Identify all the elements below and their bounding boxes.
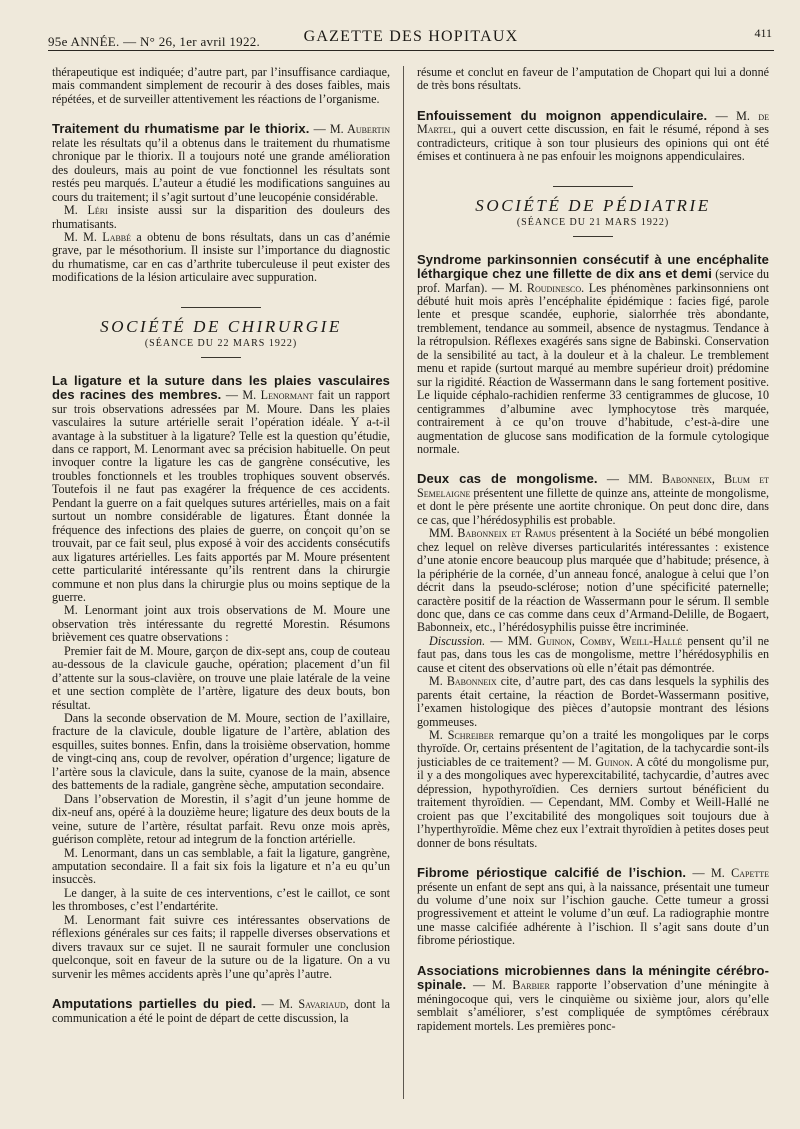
article-title: Traitement du rhumatisme par le thiorix. [52, 121, 310, 137]
paragraph: pensent qu’il ne faut pas, dans tous les cas de mongolisme, mettre l’hérédosyphilis en cause et citent des observations où elle n’était pas démontrée. [417, 633, 769, 675]
author: M. Savariaud, [279, 997, 349, 1012]
paragraph: insiste aussi sur la disparition des douleurs des rhumatisants. [52, 203, 390, 231]
paragraph: relate les résultats qu’il a obtenus dans le traitement du rhumatisme chronique par le thiorix. Il a toujours noté une grande amélioration des douleurs, mais au point de vue fonctionnel les résultats sont restés peu marqués. L’auteur a étudié les modifications sanguines au cours du traitement; il s’agit surtout d’une leucopénie considérable. [52, 135, 390, 204]
paragraph: Dans l’observation de Morestin, il s’agit d’un jeune homme de dix-neuf ans, opéré à la douzième heure; ligature des deux bouts de la veine, suture de l’artère, résultat parfait. Revu onze mois après, guérison complète, retour ad integrum de la fonction artérielle. [52, 791, 390, 847]
author: M. Capette [710, 866, 769, 881]
article-title: Fibrome périostique calcifié de l’ischion. [417, 865, 687, 881]
article-title: Syndrome parkinsonnien consécutif à une encéphalite léthargique chez une fillette de dix ans et demi [417, 251, 769, 282]
divider [573, 236, 613, 237]
page-number: 411 [754, 26, 772, 40]
article-moignon: Enfouissement du moignon appendiculaire. — M. de Martel, qui a ouvert cette discussion, en fait le résumé, répond à ses contradicteurs, critique à son tour plusieurs des opinions qui ont été émises et continuera à ne pas enfouir les moignons appendiculaires. [417, 107, 769, 164]
divider [553, 186, 633, 187]
paragraph: thérapeutique est indiquée; d’autre part, par l’insuffisance cardiaque, mais commandent simplement de recourir à des doses faibles, mais répétées, et de surveiller attentivement les réactions de l’organisme. [52, 66, 390, 106]
paragraph: Le danger, à la suite de ces interventions, c’est le caillot, ce sont les thromboses, c’est l’endartérite. [52, 885, 390, 914]
article-amputations: Amputations partielles du pied. — M. Savariaud, dont la communication a été le point de départ de cette discussion, la [52, 996, 390, 1025]
paragraph: remarque qu’on a traité les mongoliques par le corps thyroïde. Or, certains présentent de l’agitation, de la tachycardie sont-ils justiciables de ce traitement? — [417, 728, 769, 769]
title-tail: (service du prof. Marfan). [417, 267, 769, 295]
society-title: SOCIÉTÉ DE PÉDIATRIE [475, 195, 711, 215]
society-heading-pediatrie [417, 186, 769, 237]
session-date: (SÉANCE DU 22 MARS 1922) [144, 338, 298, 350]
article-title: Amputations partielles du pied. [52, 996, 257, 1012]
divider [181, 307, 261, 308]
paragraph: résume et conclut en faveur de l’amputation de Chopart qui lui a donné de très bons résultats. [417, 66, 769, 93]
author: M. Lenormant [242, 388, 314, 403]
article-mongolisme: Deux cas de mongolisme. — MM. Babonneix, Blum et Semelaigne présentent une fillette de quinze ans, atteinte de mongolisme, et dont le père présente une aortite chronique. On peut donc dire, dans ce cas, que l’hérédosyphilis est probable. MM. Babonneix et Ramus présentent à la Société un bébé mongolien chez lequel on relève diverses particularités intéressantes : existence d’une atonie encore beaucoup plus marquée que d’habitude; présence, à la périphérie de la cornée, d’un anneau foncé, analogue à celui que l’on décrit dans la pseudo-sclérose; notion d’une spécificité paternelle; caractère positif de la réaction de Wassermann pour le sérum. Il semble donc que, dans ce cas comme dans ceux d’Armand-Delille, de Bogaert, Babonneix, etc., l’hérédosyphilis puisse être incriminée. Discussion. — MM. Guinon, Comby, Weill-Hallé pensent qu’il ne faut pas, dans tous les cas de mongolisme, mettre l’hérédosyphilis en cause et citent des observations où elle n’était pas démontrée. M. Babonneix cite, d’autre part, des cas dans lesquels la syphilis des parents était certaine, la réaction de Bordet-Wassermann positive, l’examen histologique des pièces d’autopsie montrant des lésions gommeuses. M. Schreiber remarque qu’on a traité les mongoliques par le corps thyroïde. Or, certains présentent de l’agitation, de la tachycardie sont-ils justiciables de ce traitement? — M. Guinon. A côté du mongolisme pur, il y a des mongoliques avec hyperexcitabilité, tachycardie, d’autres avec dépression, hypothyroïdien. Ces derniers surtout bénéficient du traitement thyroïdien. — Cependant, MM. Comby et Weill-Hallé ne croient pas que l’excitabilité des mongoliques soit toujours due à l’hyperthyroïdie. Même chez eux l’extrait thyroïdien à petites doses peut donner de bons résultats. [417, 471, 769, 850]
issue-info: 95e ANNÉE. — N° 26, 1er avril 1922. [48, 34, 261, 49]
article-rhumatisme: Traitement du rhumatisme par le thiorix. — M. Aubertin relate les résultats qu’il a obtenus dans le traitement du rhumatisme chronique par le thiorix. Il a toujours noté une grande amélioration des douleurs, mais au point de vue fonctionnel les résultats sont restés peu marqués. L’auteur a étudié les modifications sanguines au cours du traitement; il s’agit surtout d’une leucopénie considérable. M. Léri insiste aussi sur la disparition des douleurs des rhumatisants. M. M. Labbé a obtenu de bons résultats, dans un cas d’anémie grave, par le mésothorium. Il insiste sur l’importance du diagnostic du rhumatisme, car en cas d’arthrite tuberculeuse il peut exister des modifications de la lésion articulaire avec suppuration. [52, 121, 390, 285]
paragraph: M. Lenormant, dans un cas semblable, a fait la ligature, gangrène, amputation secondaire. Il a fait six fois la ligature et n’a eu qu’un insuccès. [52, 845, 390, 887]
author: M. Babonneix [429, 674, 497, 689]
author: M. M. Labbé [64, 229, 132, 244]
society-heading-chirurgie [52, 307, 390, 358]
author: M. Schreiber [429, 728, 495, 743]
paragraph: a obtenu de bons résultats, dans un cas d’anémie grave, par le mésothorium. Il insiste sur l’importance du diagnostic du rhumatisme, car en cas d’arthrite tuberculeuse il peut exister des modifications de la lésion articulaire avec suppuration. [52, 229, 390, 285]
paragraph: présentent une fillette de quinze ans, atteinte de mongolisme, et dont le père présente une aortite chronique. On peut donc dire, dans ce cas, que l’hérédosyphilis est probable. [417, 485, 769, 527]
author: M. Roudinesco. [508, 280, 585, 295]
paragraph: rapporte l’observation d’une méningite à méningocoque qui, vers le cinquième ou sixième jour, alors qu’elle semblait s’améliorer, s’est compliquée de symptômes cérébraux rapidement mortels. Les premières ponc- [417, 978, 769, 1033]
discussion-label: Discussion. [429, 633, 486, 648]
article-meningite: Associations microbiennes dans la méningite cérébro-spinale. — M. Barbier rapporte l’observation d’une méningite à méningocoque qui, vers le cinquième ou sixième jour, alors qu’elle semblait s’améliorer, s’est compliquée de symptômes cérébraux rapidement mortels. Les premières ponc- [417, 962, 769, 1033]
paragraph: Dans la seconde observation de M. Moure, section de l’axillaire, fracture de la clavicule, double ligature de l’artère, ablation des esquilles, suites bonnes. Enfin, dans la troisième observation, homme de vingt-cinq ans, coup de revolver, opération d’urgence; ligature de l’artère sous la clavicule, dans la suite, cyanose de la main, absence des battements de la radiale, gangrène sèche, amputation secondaire. [52, 711, 390, 793]
paragraph: présente un enfant de sept ans qui, à la naissance, présentait une tumeur du volume d’une noix sur l’ischion gauche. Cette tumeur a grossi progressivement et atteint le volume d’un œuf. La radiographie montre une masse calcifiée adhérente à l’ischion. Il s’agit sans doute d’un fibrome périostique. [417, 879, 769, 948]
paragraph: cite, d’autre part, des cas dans lesquels la syphilis des parents était certaine, la réaction de Bordet-Wassermann positive, l’examen histologique des pièces d’autopsie montrant des lésions gommeuses. [417, 674, 769, 729]
paragraph: M. Lenormant fait suivre ces intéressantes observations de réflexions générales sur ces faits; il rappelle diverses observations et divers travaux sur ce sujet. Il ne saurait formuler une conclusion quelconque, soit en faveur de la suture ou de la ligature. On a vu survenir les mêmes accidents après l’une qu’après l’autre. [52, 912, 390, 981]
author: M. Aubertin [329, 122, 390, 137]
paragraph: M. Lenormant joint aux trois observations de M. Moure une observation très intéressante du regretté Morestin. Résumons brièvement ces quatre observations : [52, 603, 390, 645]
article-ligature: La ligature et la suture dans les plaies vasculaires des racines des membres. — M. Lenormant fait un rapport sur trois observations adressées par M. Moure. Dans les plaies vasculaires la suture artérielle serait l’opération idéale. Y a-t-il avantage à la substituer à la ligature? Telle est la question qu’étudie, dans ce rapport, M. Lenormant avec sa précision habituelle. On peut invoquer contre la ligature les cas de gangrène consécutive, les troubles fonctionnels et les troubles trophiques souvent observés. Toutefois il ne faut pas exagérer la fréquence de ces accidents. Pendant la guerre on a fait quelques sutures artérielles, mais on a fait surtout un nombre considérable de ligatures. Étant donnée la fréquence des infections des plaies de guerre, on conçoit qu’on se trouvait, par ce fait seul, plus exposé à voir des accidents consécutifs aux ligatures artérielles. Les faits apportés par M. Moure présentent cette particularité intéressante qu’ils rentrent dans la chirurgie commune et non plus dans la chirurgie plus ou moins septique de la guerre. M. Lenormant joint aux trois observations de M. Moure une observation très intéressante du regretté Morestin. Résumons brièvement ces quatre observations : Premier fait de M. Moure, garçon de dix-sept ans, coup de couteau au-dessous de la clavicule gauche, opération; placement d’un fil d’attente sur la sous-clavière, on trouve une plaie latérale de la veine et une section complète de l’artère, ligature des deux bouts, bon résultat. Dans la seconde observation de M. Moure, section de l’axillaire, fracture de la clavicule, double ligature de l’artère, ablation des esquilles, suites bonnes. Enfin, dans la troisième observation, homme de vingt-cinq ans, coup de revolver, opération d’urgence; ligature de l’artère sous la clavicule, dans la suite, cyanose de la main, absence des battements de la radiale, gangrène sèche, amputation secondaire. Dans l’observation de Morestin, il s’agit d’un jeune homme de dix-neuf ans, opéré à la douzième heure; ligature des deux bouts de la veine, suture de l’artère, résultat parfait. Revu onze mois après, guérison complète, retour ad integrum de la fonction artérielle. M. Lenormant, dans un cas semblable, a fait la ligature, gangrène, amputation secondaire. Il a fait six fois la ligature et n’a eu qu’un insuccès. Le danger, à la suite de ces interventions, c’est le caillot, ce sont les thromboses, c’est l’endartérite. M. Lenormant fait suivre ces intéressantes observations de réflexions générales sur ces faits; il rappelle diverses observations et divers travaux sur ce sujet. Il ne saurait formuler une conclusion quelconque, soit en faveur de la suture ou de la ligature. On a vu survenir les mêmes accidents après l’une qu’après l’autre. [52, 372, 390, 981]
author: M. de Martel, [417, 108, 769, 137]
divider [201, 357, 241, 358]
paragraph: fait un rapport sur trois observations adressées par M. Moure. Dans les plaies vasculaires la suture artérielle serait l’opération idéale. Y a-t-il avantage à la substituer à la ligature? Telle est la question qu’étudie, dans ce rapport, M. Lenormant avec sa précision habituelle. On peut invoquer contre la ligature les cas de gangrène consécutive, les troubles fonctionnels et les troubles trophiques souvent observés. Toutefois il ne faut pas exagérer la fréquence de ces accidents. Pendant la guerre on a fait quelques sutures artérielles, mais on a fait surtout un nombre considérable de ligatures. Étant donnée la fréquence des infections des plaies de guerre, on conçoit qu’on se trouvait, par ce fait seul, plus exposé à voir des accidents consécutifs aux ligatures artérielles. Les faits apportés par M. Moure présentent cette particularité intéressante qu’ils rentrent dans la chirurgie commune et non plus dans la chirurgie plus ou moins septique de la guerre. [52, 388, 390, 604]
paragraph: qui a ouvert cette discussion, en fait le résumé, répond à ses contradicteurs, critique à son tour plusieurs des opinions qui ont été émises et continuera à ne pas enfouir les moignons appendiculaires. [417, 122, 769, 164]
article-ischion: Fibrome périostique calcifié de l’ischion. — M. Capette présente un enfant de sept ans qui, à la naissance, présentait une tumeur du volume d’une noix sur l’ischion gauche. Cette tumeur a grossi progressivement et atteint le volume d’un œuf. La radiographie montre une masse calcifiée adhérente à l’ischion. Il s’agit sans doute d’un fibrome périostique. [417, 865, 769, 948]
page-header [48, 26, 774, 51]
author: — MM. Guinon, Comby, Weill-Hallé [490, 633, 683, 648]
left-column [52, 66, 390, 1109]
article-title: Deux cas de mongolisme. [417, 471, 598, 487]
session-date: (SÉANCE DU 21 MARS 1922) [516, 217, 670, 229]
society-title: SOCIÉTÉ DE CHIRURGIE [100, 316, 342, 336]
journal-title: GAZETTE DES HOPITAUX [303, 28, 519, 45]
author: MM. Babonneix et Ramus [429, 526, 556, 541]
article-parkinson: Syndrome parkinsonnien consécutif à une encéphalite léthargique chez une fillette de dix ans et demi (service du prof. Marfan). — M. Roudinesco. Les phénomènes parkinsonniens ont débuté huit mois après l’encéphalite épidémique : facies figé, parole lente et presque scandée, euphorie, sialorrhée très abondante, tremblement, tendance au sommeil, absence de nystagmus. Tendance à la rétropulsion. Réflexes exagérés sans signe de Babinski. Conservation de la sensibilité au tact, à la douleur et à la chaleur. Le tremblement menu et rapide (surtout marqué au membre supérieur droit) prédomine sur la rigidité. Réaction de Wassermann dans le sang fortement positive. Le liquide céphalo-rachidien renferme 33 centigrammes de glucose, 10 centigrammes d’albumine avec lymphocytose très marquée, contrairement à ce qu’on trouve d’habitude, c’est-à-dire une augmentation de glucose sans modification de la formule cytologique normale. [417, 251, 769, 456]
paragraph: Premier fait de M. Moure, garçon de dix-sept ans, coup de couteau au-dessous de la clavicule gauche, opération; placement d’un fil d’attente sur la sous-clavière, on trouve une plaie latérale de la veine et une section complète de l’artère, ligature des deux bouts, bon résultat. [52, 643, 390, 712]
author: MM. Babonneix, Blum et Semelaigne [417, 472, 769, 500]
column-divider [403, 66, 404, 1099]
article-title: Enfouissement du moignon appendiculaire. [417, 107, 708, 123]
right-column [417, 66, 769, 1109]
paragraph: présentent à la Société un bébé mongolien chez lequel on relève diverses particularités intéressantes : existence d’une atonie encore beaucoup plus marquée que d’habitude; présence, à la périphérie de la cornée, d’un anneau foncé, analogue à celui que l’on décrit dans la pseudo-sclérose; notion d’une spécificité paternelle; caractère positif de la réaction de Wassermann pour le sérum. Il semble donc que, dans ce cas comme dans ceux d’Armand-Delille, de Bogaert, Babonneix, etc., l’hérédosyphilis puisse être incriminée. [417, 526, 769, 635]
article-title: Associations microbiennes dans la méningite cérébro-spinale. [417, 962, 769, 993]
author: M. Léri [64, 203, 108, 218]
author: M. Guinon. [578, 754, 633, 769]
author: M. Barbier [491, 978, 550, 993]
paragraph: dont la communication a été le point de départ de cette discussion, la [52, 997, 390, 1025]
paragraph: A côté du mongolisme pur, il y a des mongoliques avec hyperexcitabilité, tachycardie, d’autres avec dépression, hypothyroïdien. Ces derniers surtout bénéficient du traitement thyroïdien. — Cependant, MM. Comby et Weill-Hallé ne croient pas que l’excitabilité des mongoliques soit toujours due à l’hyperthyroïdie. Même chez eux l’extrait thyroïdien à petites doses peut donner de bons résultats. [417, 754, 769, 850]
paragraph: Les phénomènes parkinsonniens ont débuté huit mois après l’encéphalite épidémique : facies figé, parole lente et presque scandée, euphorie, sialorrhée très abondante, tremblement, tendance au sommeil, absence de nystagmus. Tendance à la rétropulsion. Réflexes exagérés sans signe de Babinski. Conservation de la sensibilité au tact, à la douleur et à la chaleur. Le tremblement menu et rapide (surtout marqué au membre supérieur droit) prédomine sur la rigidité. Réaction de Wassermann dans le sang fortement positive. Le liquide céphalo-rachidien renferme 33 centigrammes de glucose, 10 centigrammes d’albumine avec lymphocytose très marquée, contrairement à ce qu’on trouve d’habitude, c’est-à-dire une augmentation de glucose sans modification de la formule cytologique normale. [417, 280, 769, 456]
article-title: La ligature et la suture dans les plaies vasculaires des racines des membres. [52, 372, 390, 403]
